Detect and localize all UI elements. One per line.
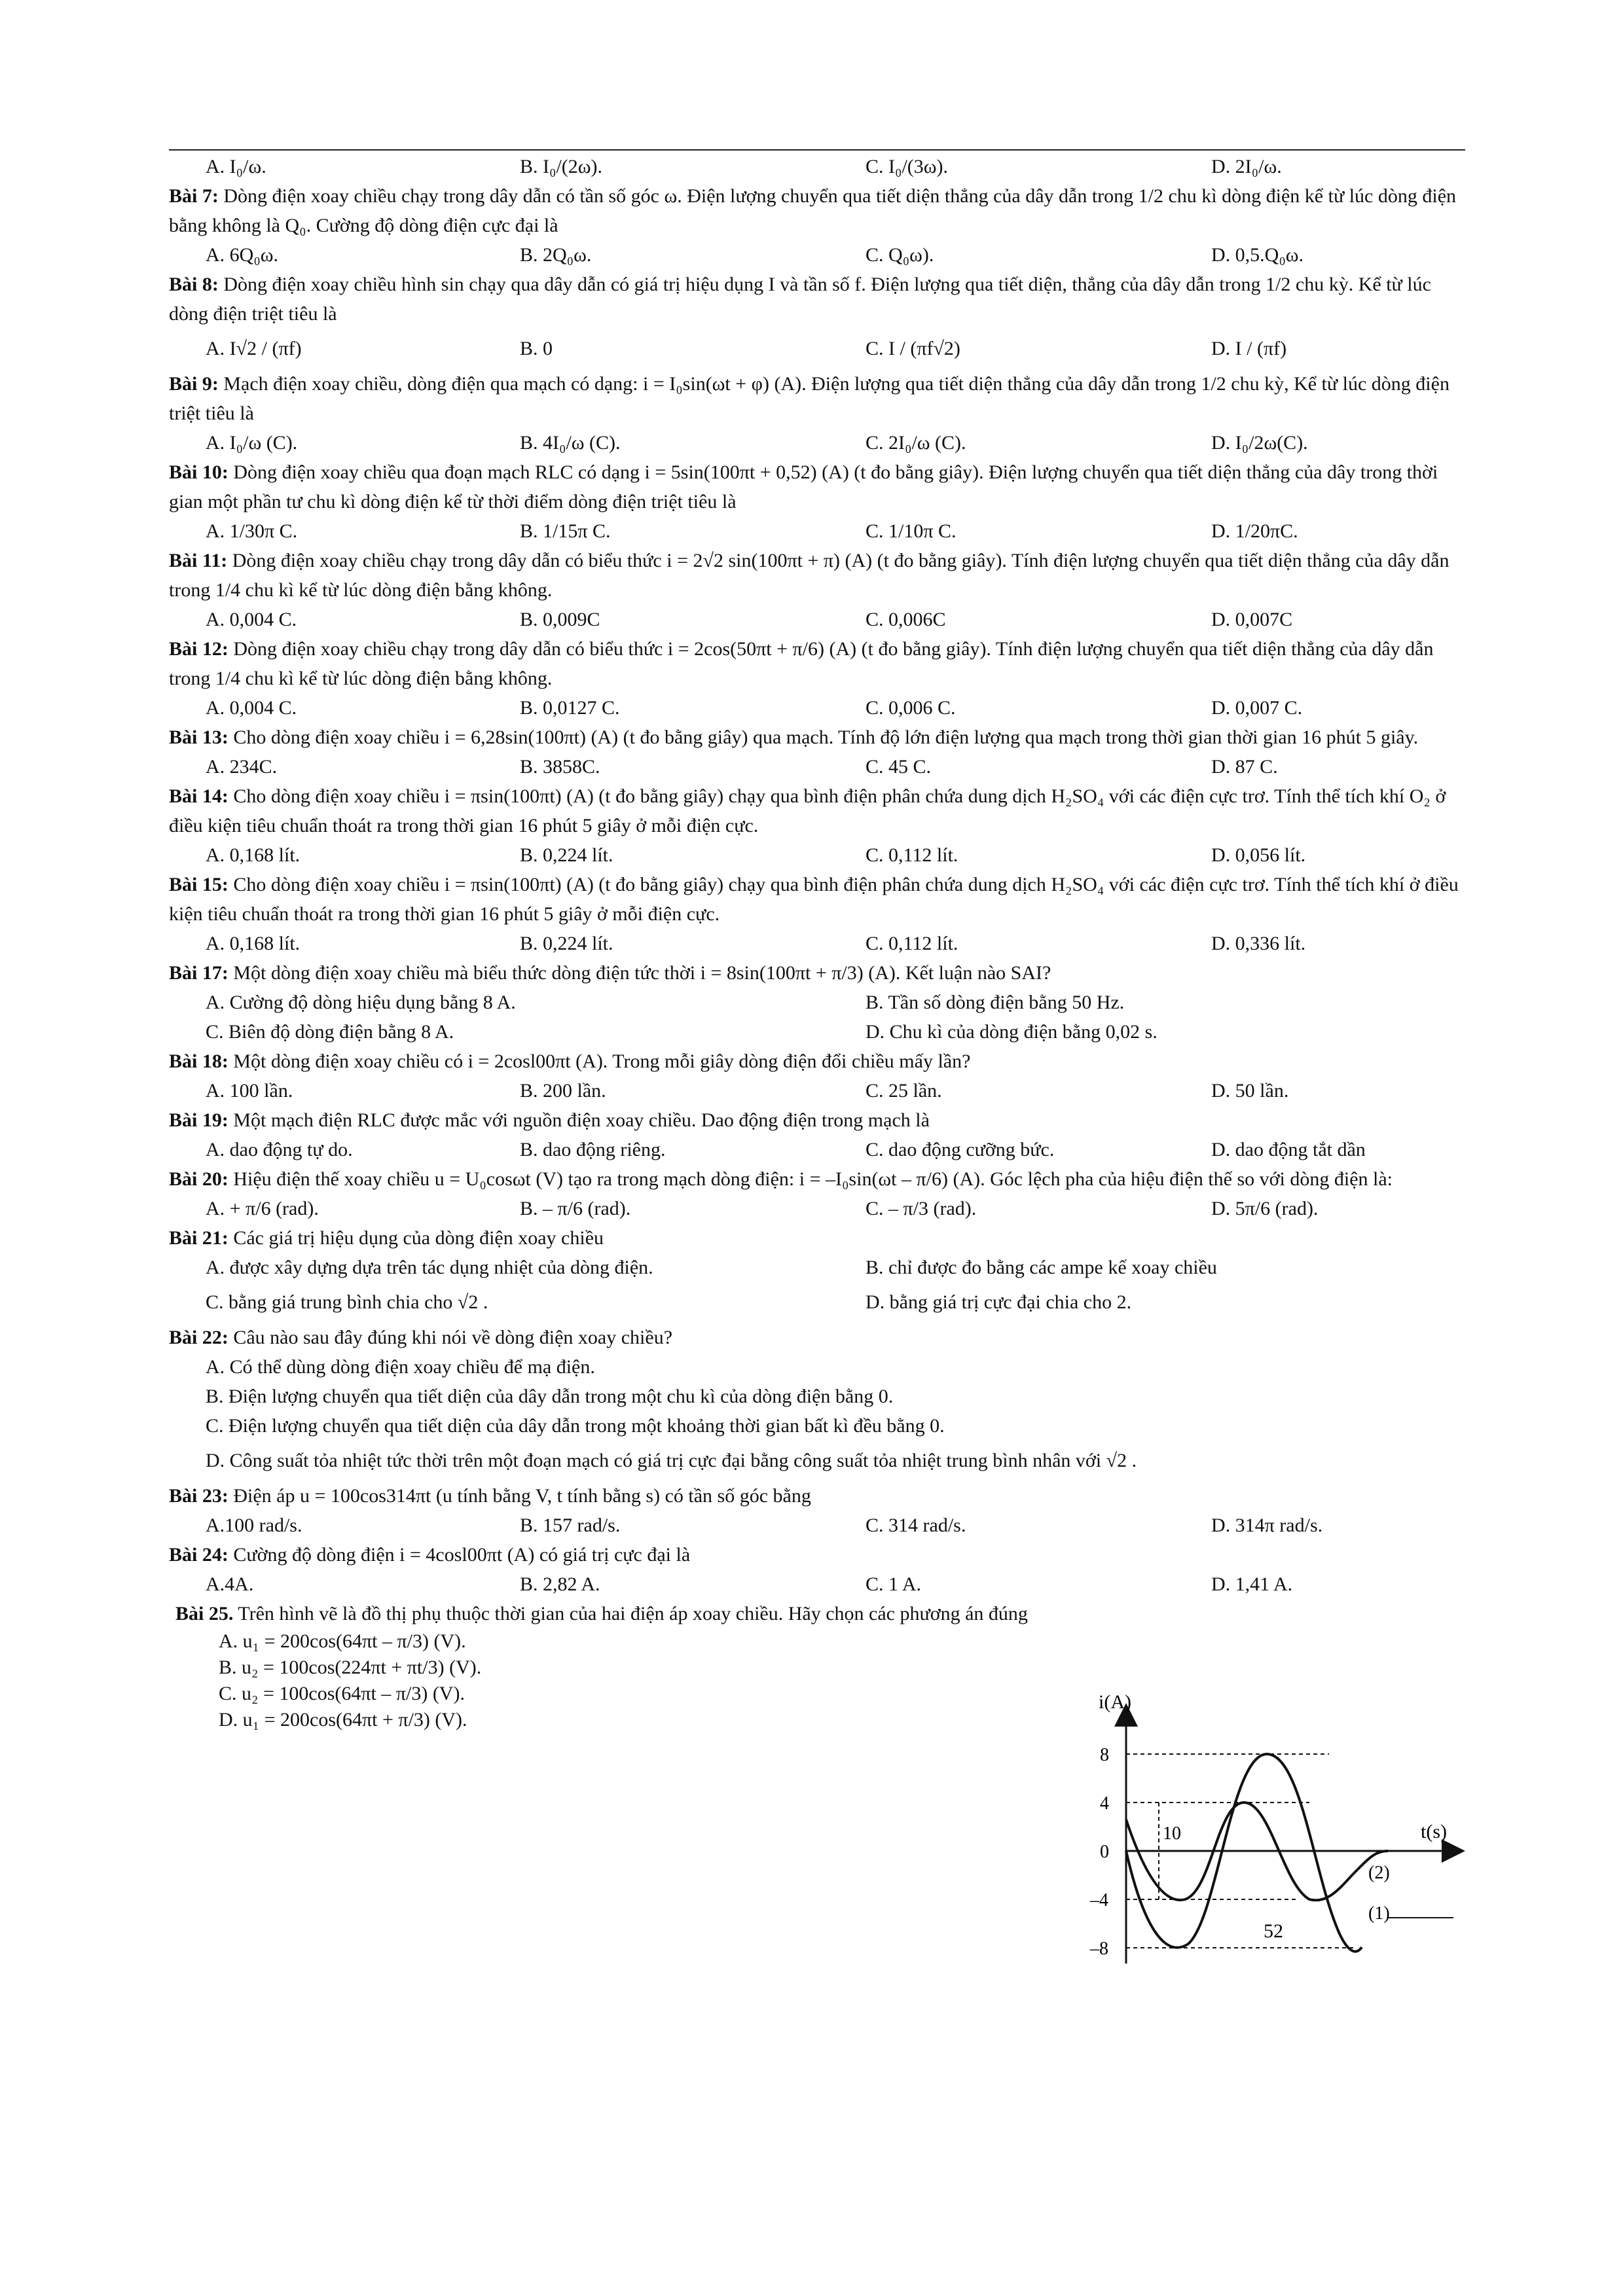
options-21-row2 xyxy=(169,1282,1465,1323)
question-19 xyxy=(169,1105,1465,1135)
x-axis-label: t(s) xyxy=(1421,1821,1447,1842)
question-11 xyxy=(169,546,1465,605)
question-title: Bài 8: xyxy=(169,274,219,295)
option-b: B. 1/15π C. xyxy=(520,520,611,542)
option-d: D. 0,056 lít. xyxy=(1211,844,1306,866)
question-14 xyxy=(169,781,1465,840)
option-a: A. 100 lần. xyxy=(206,1080,293,1102)
options-14 xyxy=(169,840,1465,870)
option-b: B. 200 lần. xyxy=(520,1080,606,1102)
option-a: A. I₀/ω. xyxy=(206,156,266,177)
question-12 xyxy=(169,634,1465,693)
option-c: C. 0,112 lít. xyxy=(866,844,958,866)
question-text: Cho dòng điện xoay chiều i = 6,28sin(100πt) (A) (t đo bằng giây) qua mạch. Tính độ lớn điện lượng qua mạch trong thời gian thời gian 16 phút 5 giây. xyxy=(233,726,1419,748)
option-d: D. 0,336 lít. xyxy=(1211,933,1306,954)
option-a: A. 1/30π C. xyxy=(206,520,298,542)
option-b: B. 0,009C xyxy=(520,609,600,630)
question-title: Bài 18: xyxy=(169,1050,228,1072)
options-18 xyxy=(169,1076,1465,1105)
option-a: A. I√2 / (πf) xyxy=(206,338,302,359)
option-a: A. 0,168 lít. xyxy=(206,933,301,954)
option-c: C. dao động cưỡng bức. xyxy=(866,1139,1055,1160)
option-d: D. 1,41 A. xyxy=(1211,1573,1293,1595)
question-title: Bài 11: xyxy=(169,550,228,571)
question-text: Dòng điện xoay chiều hình sin chạy qua dây dẫn có giá trị hiệu dụng I và tần số f. Điện lượng qua tiết diện, thẳng của dây dẫn trong 1/2 chu kỳ. Kể từ lúc dòng điện triệt tiêu là xyxy=(169,274,1431,325)
option-b: B. 3858C. xyxy=(520,756,600,778)
option-b: B. 0,224 lít. xyxy=(520,933,613,954)
option-b: B. 157 rad/s. xyxy=(520,1515,621,1536)
option-d: D. 50 lần. xyxy=(1211,1080,1289,1102)
option-b: B. 2,82 A. xyxy=(520,1573,600,1595)
question-22 xyxy=(169,1323,1465,1352)
option-a: A. Có thể dùng dòng điện xoay chiều để mạ điện. xyxy=(206,1356,595,1378)
question-18 xyxy=(169,1047,1465,1076)
option-c: C. – π/3 (rad). xyxy=(866,1198,977,1219)
options-12 xyxy=(169,693,1465,723)
options-23 xyxy=(169,1511,1465,1540)
question-13 xyxy=(169,723,1465,752)
option-d: D. Công suất tỏa nhiệt tức thời trên một đoạn mạch có giá trị cực đại bằng công suất tỏa nhiệt trung bình nhân với √2 . xyxy=(206,1450,1137,1471)
option-a: A. I₀/ω (C). xyxy=(206,432,298,454)
options-15 xyxy=(169,929,1465,958)
question-title: Bài 19: xyxy=(169,1109,228,1131)
option-a: A.4A. xyxy=(206,1573,254,1595)
curve-1-label: (1) xyxy=(1368,1903,1390,1924)
option-b: B. 2Q₀ω. xyxy=(520,244,592,266)
question-title: Bài 21: xyxy=(169,1227,228,1249)
option-b: B. – π/6 (rad). xyxy=(520,1198,631,1219)
question-text: Hiệu điện thế xoay chiều u = U₀cosωt (V) tạo ra trong mạch dòng điện: i = –I₀sin(ωt – π/6) (A). Góc lệch pha của hiệu điện thế so với dòng điện là: xyxy=(233,1168,1393,1190)
option-a: A. 0,004 C. xyxy=(206,697,297,719)
option-b: B. 4I₀/ω (C). xyxy=(520,432,621,454)
question-text: Dòng điện xoay chiều chạy trong dây dẫn có biểu thức i = 2√2 sin(100πt + π) (A) (t đo bằng giây). Tính điện lượng chuyển qua tiết diện thẳng của dây dẫn trong 1/4 chu kì kể từ lúc dòng điện bằng không. xyxy=(169,550,1450,601)
question-10 xyxy=(169,457,1465,516)
question-title: Bài 13: xyxy=(169,726,228,748)
ytick-0: 0 xyxy=(1100,1842,1109,1862)
question-25-stem xyxy=(175,1599,1040,1628)
options-top xyxy=(169,152,1465,181)
question-text: Câu nào sau đây đúng khi nói về dòng điện xoay chiều? xyxy=(233,1327,673,1348)
option-d: D. 2I₀/ω. xyxy=(1211,156,1282,177)
question-title: Bài 24: xyxy=(169,1544,228,1566)
option-d: D. Chu kì của dòng điện bằng 0,02 s. xyxy=(866,1021,1158,1043)
option-b: B. dao động riêng. xyxy=(520,1139,666,1160)
option-b: B. Điện lượng chuyển qua tiết diện của dây dẫn trong một chu kì của dòng điện bằng 0. xyxy=(206,1386,894,1407)
question-title: Bài 22: xyxy=(169,1327,228,1348)
option-c: C. Điện lượng chuyển qua tiết diện của dây dẫn trong một khoảng thời gian bất kì đều bằng 0. xyxy=(206,1415,945,1437)
question-23 xyxy=(169,1481,1465,1511)
option-d: D. 1/20πC. xyxy=(1211,520,1298,542)
options-9 xyxy=(169,428,1465,457)
option-b: B. 0 xyxy=(520,338,553,359)
question-text: Dòng điện xoay chiều chạy trong dây dẫn có biểu thức i = 2cos(50πt + π/6) (A) (t đo bằng giây). Tính điện lượng chuyển qua tiết diện thẳng của dây dẫn trong 1/4 chu kì kể từ lúc dòng điện bằng không. xyxy=(169,638,1434,689)
options-13 xyxy=(169,752,1465,781)
top-rule xyxy=(169,149,1465,151)
question-title: Bài 20: xyxy=(169,1168,228,1190)
option-b: B. 0,0127 C. xyxy=(520,697,620,719)
option-c: C. Q₀ω). xyxy=(866,244,934,266)
question-text: Điện áp u = 100cos314πt (u tính bằng V, t tính bằng s) có tần số góc bằng xyxy=(233,1485,811,1507)
options-21-row1 xyxy=(169,1253,1465,1282)
options-7 xyxy=(169,240,1465,270)
ytick-minus4: –4 xyxy=(1090,1890,1108,1910)
option-d: D. u₁ = 200cos(64πt + π/3) (V). xyxy=(219,1709,467,1731)
question-title: Bài 23: xyxy=(169,1485,228,1507)
option-c: C. 45 C. xyxy=(866,756,932,778)
option-c: C. I / (πf√2) xyxy=(866,338,960,359)
question-text: Một dòng điện xoay chiều có i = 2cosl00πt (A). Trong mỗi giây dòng điện đổi chiều mấy lần? xyxy=(233,1050,971,1072)
xtick-52: 52 xyxy=(1264,1920,1283,1942)
question-text: Các giá trị hiệu dụng của dòng điện xoay chiều xyxy=(233,1227,604,1249)
question-title: Bài 10: xyxy=(169,461,228,483)
option-c: C. 1/10π C. xyxy=(866,520,957,542)
ytick-4: 4 xyxy=(1100,1793,1109,1814)
option-b: B. u₂ = 100cos(224πt + πt/3) (V). xyxy=(219,1657,482,1678)
option-c: C. 0,006C xyxy=(866,609,946,630)
option-c: C. I₀/(3ω). xyxy=(866,156,949,177)
question-24 xyxy=(169,1540,1465,1570)
options-20 xyxy=(169,1194,1465,1223)
question-15 xyxy=(169,870,1465,929)
options-19 xyxy=(169,1135,1465,1164)
option-d: D. 0,007 C. xyxy=(1211,697,1303,719)
option-a: A. 0,168 lít. xyxy=(206,844,301,866)
option-d: D. dao động tắt dần xyxy=(1211,1139,1366,1160)
option-c: C. 0,006 C. xyxy=(866,697,956,719)
options-11 xyxy=(169,605,1465,634)
option-b: B. Tần số dòng điện bằng 50 Hz. xyxy=(866,992,1125,1013)
y-axis-label: i(A) xyxy=(1099,1691,1131,1713)
question-9 xyxy=(169,369,1465,428)
question-text: Dòng điện xoay chiều chạy trong dây dẫn có tần số góc ω. Điện lượng chuyển qua tiết diện thẳng của dây dẫn trong 1/2 chu kì dòng điện kể từ lúc dòng điện bằng không là Q₀. Cường độ dòng điện cực đại là xyxy=(169,185,1457,236)
option-c: C. bằng giá trung bình chia cho √2 . xyxy=(206,1291,488,1313)
question-title: Bài 15: xyxy=(169,874,228,895)
option-a: A. 234C. xyxy=(206,756,278,778)
question-25 xyxy=(169,1599,1040,1733)
question-7 xyxy=(169,181,1465,240)
question-text: Mạch điện xoay chiều, dòng điện qua mạch có dạng: i = I₀sin(ωt + φ) (A). Điện lượng qua tiết diện thẳng của dây dẫn trong 1/2 chu kỳ, Kể từ lúc dòng điện triệt tiêu là xyxy=(169,373,1450,424)
xtick-10: 10 xyxy=(1163,1823,1181,1844)
document-body xyxy=(169,152,1465,1733)
option-d: D. 87 C. xyxy=(1211,756,1278,778)
option-c: C. 2I₀/ω (C). xyxy=(866,432,966,454)
options-17-row1 xyxy=(169,988,1465,1017)
option-a: A. được xây dựng dựa trên tác dụng nhiệt của dòng điện. xyxy=(206,1257,653,1278)
option-d: D. 0,007C xyxy=(1211,609,1293,630)
option-a: A.100 rad/s. xyxy=(206,1515,302,1536)
curve-1 xyxy=(1126,1754,1362,1952)
option-c: C. 1 A. xyxy=(866,1573,922,1595)
option-b: B. I₀/(2ω). xyxy=(520,156,603,177)
question-text: Dòng điện xoay chiều qua đoạn mạch RLC có dạng i = 5sin(100πt + 0,52) (A) (t đo bằng giây). Điện lượng chuyển qua tiết diện thẳng của dây trong thời gian một phần tư chu kì dòng điện kể từ thời điểm dòng điện triệt tiêu là xyxy=(169,461,1438,512)
question-text: Cường độ dòng điện i = 4cosl00πt (A) có giá trị cực đại là xyxy=(233,1544,691,1566)
question-title: Bài 17: xyxy=(169,962,228,984)
ytick-8: 8 xyxy=(1100,1745,1109,1765)
question-20 xyxy=(169,1164,1465,1194)
question-8 xyxy=(169,270,1465,329)
option-d: D. 5π/6 (rad). xyxy=(1211,1198,1319,1219)
option-c: C. 25 lần. xyxy=(866,1080,942,1102)
curve-2-label: (2) xyxy=(1368,1863,1390,1883)
question-text: Cho dòng điện xoay chiều i = πsin(100πt) (A) (t đo bằng giây) chạy qua bình điện phân chứa dung dịch H₂SO₄ với các điện cực trơ. Tính thể tích khí O₂ ở điều kiện tiêu chuẩn thoát ra trong thời gian 16 phút 5 giây ở mỗi điện cực. xyxy=(169,785,1446,836)
option-b: B. chỉ được đo bằng các ampe kế xoay chiều xyxy=(866,1257,1217,1278)
option-c: C. 314 rad/s. xyxy=(866,1515,966,1536)
question-title: Bài 7: xyxy=(169,185,219,207)
question-21 xyxy=(169,1223,1465,1253)
option-a: A. u₁ = 200cos(64πt – π/3) (V). xyxy=(219,1630,466,1652)
option-d: D. 314π rad/s. xyxy=(1211,1515,1323,1536)
question-text: Một dòng điện xoay chiều mà biểu thức dòng điện tức thời i = 8sin(100πt + π/3) (A). Kết luận nào SAI? xyxy=(233,962,1051,984)
question-title: Bài 9: xyxy=(169,373,219,395)
option-a: A. Cường độ dòng hiệu dụng bằng 8 A. xyxy=(206,992,516,1013)
options-17-row2 xyxy=(169,1017,1465,1047)
question-title: Bài 14: xyxy=(169,785,228,807)
option-c: C. u₂ = 100cos(64πt – π/3) (V). xyxy=(219,1683,465,1704)
question-text: Cho dòng điện xoay chiều i = πsin(100πt) (A) (t đo bằng giây) chạy qua bình điện phân chứa dung dịch H₂SO₄ với các điện cực trơ. Tính thể tích khí ở điều kiện tiêu chuẩn thoát ra trong thời gian 16 phút 5 giây ở mỗi điện cực. xyxy=(169,874,1459,925)
question-title: Bài 12: xyxy=(169,638,228,660)
option-d: D. I₀/2ω(C). xyxy=(1211,432,1308,454)
option-d: D. I / (πf) xyxy=(1211,338,1287,359)
option-a: A. dao động tự do. xyxy=(206,1139,353,1160)
ytick-minus8: –8 xyxy=(1090,1939,1108,1959)
question-text: Một mạch điện RLC được mắc với nguồn điện xoay chiều. Dao động điện trong mạch là xyxy=(233,1109,930,1131)
option-b: B. 0,224 lít. xyxy=(520,844,613,866)
option-d: D. 0,5.Q₀ω. xyxy=(1211,244,1304,266)
option-d: D. bằng giá trị cực đại chia cho 2. xyxy=(866,1291,1132,1313)
options-8 xyxy=(169,329,1465,369)
question-text: Trên hình vẽ là đồ thị phụ thuộc thời gian của hai điện áp xoay chiều. Hãy chọn các phương án đúng xyxy=(238,1603,1028,1624)
question-17 xyxy=(169,958,1465,988)
option-c: C. 0,112 lít. xyxy=(866,933,958,954)
question-title: Bài 25. xyxy=(175,1603,234,1624)
option-a: A. + π/6 (rad). xyxy=(206,1198,319,1219)
option-c: C. Biên độ dòng điện bằng 8 A. xyxy=(206,1021,454,1043)
option-a: A. 0,004 C. xyxy=(206,609,297,630)
voltage-graph xyxy=(1048,1689,1480,1977)
options-24 xyxy=(169,1570,1465,1599)
option-a: A. 6Q₀ω. xyxy=(206,244,279,266)
options-10 xyxy=(169,516,1465,546)
